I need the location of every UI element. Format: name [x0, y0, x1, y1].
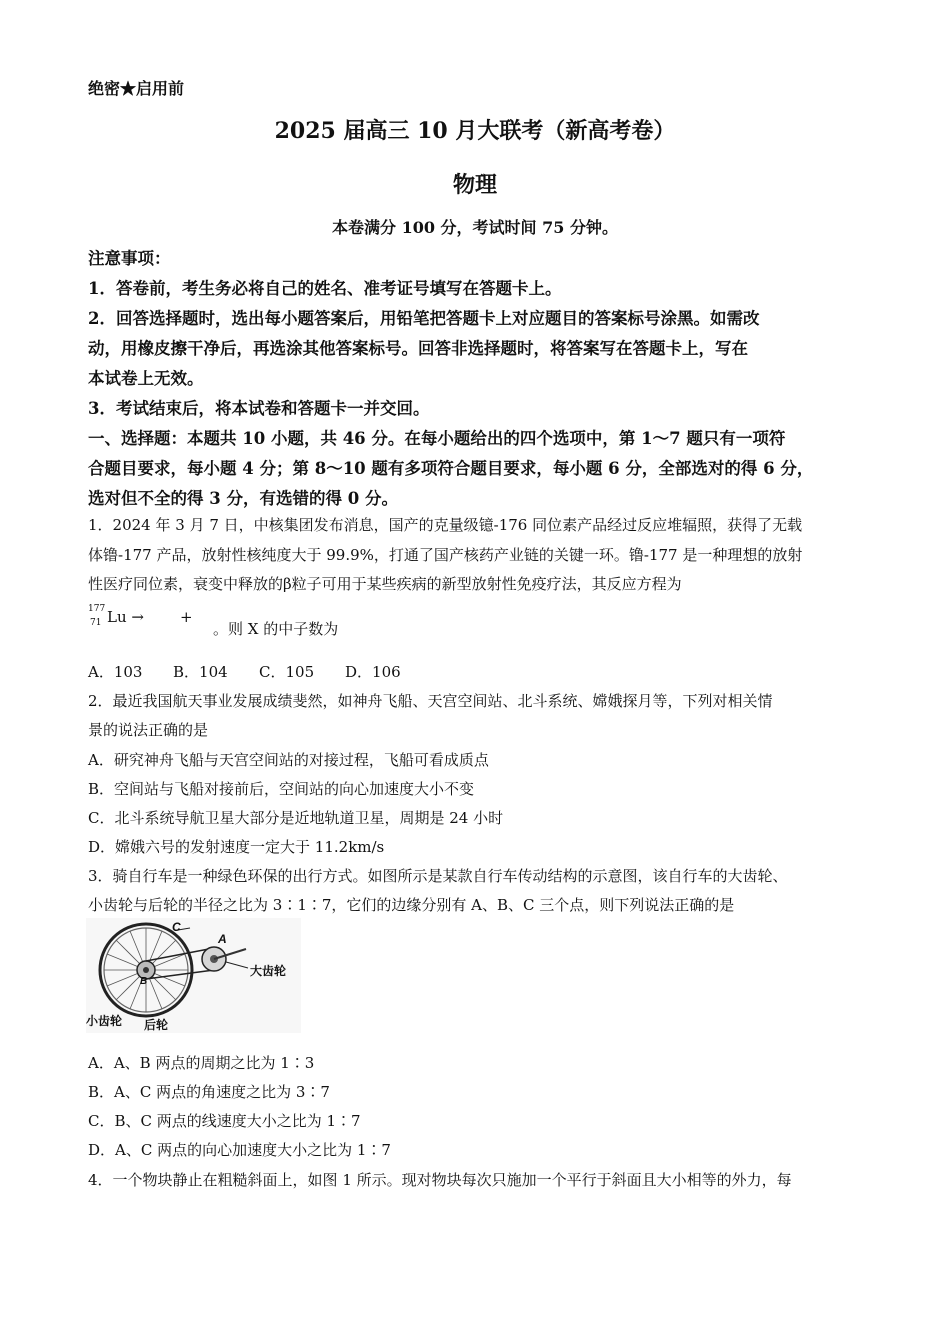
notes-heading: 注意事项：: [88, 249, 171, 268]
subject-title: 物理: [452, 172, 497, 198]
note-2-line-1: 2．回答选择题时，选出每小题答案后，用铅笔把答题卡上对应题目的答案标号涂黑。如需改: [88, 309, 760, 328]
note-2-line-2: 动，用橡皮擦干净后，再选涂其他答案标号。回答非选择题时，将答案写在答题卡上，写在: [88, 339, 748, 358]
q1-line-3: 性医疗同位素，衰变中释放的β粒子可用于某些疾病的新型放射性免疫疗法，其反应方程为: [88, 575, 682, 593]
exam-title: 2025 届高三 10 月大联考（新高考卷）: [274, 118, 676, 144]
label-point-b: B: [140, 976, 148, 987]
q3-line-1: 3．骑自行车是一种绿色环保的出行方式。如图所示是某款自行车传动结构的示意图，该自行车的大齿轮、: [88, 867, 788, 885]
q1-equation: [88, 604, 408, 638]
note-2-line-3: 本试卷上无效。: [88, 369, 204, 388]
q2-line-2: 景的说法正确的是: [88, 721, 209, 739]
q1-line-1: 1．2024 年 3 月 7 日，中核集团发布消息，国产的克量级镱-176 同位素产品经过反应堆辐照，获得了无载: [88, 516, 803, 534]
label-point-c: C: [172, 920, 181, 934]
q1-line-2: 体镥-177 产品，放射性核纯度大于 99.9%，打通了国产核药产业链的关键一环。镥-177 是一种理想的放射: [88, 546, 803, 564]
eq-symbol: Lu →: [107, 608, 144, 626]
section-line-3: 选对但不全的得 3 分，有选错的得 0 分。: [88, 489, 398, 508]
q1-option-d: D．106: [345, 663, 401, 681]
q3-line-2: 小齿轮与后轮的半径之比为 3∶1∶7，它们的边缘分别有 A、B、C 三个点，则下列说法正确的是: [88, 896, 735, 914]
q3-option-b: B．A、C 两点的角速度之比为 3∶7: [88, 1083, 330, 1101]
q4-line-1: 4．一个物块静止在粗糙斜面上，如图 1 所示。现对物块每次只施加一个平行于斜面且大小相等的外力，每: [88, 1171, 792, 1189]
secret-label: 绝密★启用前: [88, 79, 185, 98]
eq-atomic-number: 71: [90, 618, 102, 628]
note-1: 1．答卷前，考生务必将自己的姓名、准考证号填写在答题卡上。: [88, 279, 562, 298]
section-line-2: 合题目要求，每小题 4 分；第 8～10 题有多项符合题目要求，每小题 6 分，全部选对的得 6 分，: [88, 459, 814, 478]
q3-option-d: D．A、C 两点的向心加速度大小之比为 1∶7: [88, 1141, 391, 1159]
q2-option-c: C．北斗系统导航卫星大部分是近地轨道卫星，周期是 24 小时: [88, 809, 504, 827]
label-small-gear: 小齿轮: [86, 1014, 123, 1028]
q1-option-a: A．103: [88, 663, 143, 681]
q2-option-d: D．嫦娥六号的发射速度一定大于 11.2km/s: [88, 838, 385, 856]
q2-option-b: B．空间站与飞船对接前后，空间站的向心加速度大小不变: [88, 780, 475, 798]
eq-tail: 。则 X 的中子数为: [213, 620, 339, 638]
exam-meta: 本卷满分 100 分，考试时间 75 分钟。: [332, 218, 618, 237]
label-big-gear: 大齿轮: [250, 964, 287, 978]
eq-mass-number: 177: [88, 604, 106, 614]
q3-option-a: A．A、B 两点的周期之比为 1∶3: [88, 1054, 315, 1072]
section-line-1: 一、选择题：本题共 10 小题，共 46 分。在每小题给出的四个选项中，第 1～7 题只有一项符: [88, 429, 786, 448]
q1-option-c: C．105: [259, 663, 315, 681]
q2-option-a: A．研究神舟飞船与天宫空间站的对接过程，飞船可看成质点: [88, 751, 489, 769]
note-3: 3．考试结束后，将本试卷和答题卡一并交回。: [88, 399, 430, 418]
q3-option-c: C．B、C 两点的线速度大小之比为 1∶7: [88, 1112, 361, 1130]
label-point-a: A: [218, 932, 227, 946]
q1-option-b: B．104: [173, 663, 228, 681]
q2-line-1: 2．最近我国航天事业发展成绩斐然，如神舟飞船、天宫空间站、北斗系统、嫦娥探月等，下列对相关情: [88, 692, 773, 710]
label-rear-wheel: 后轮: [144, 1018, 169, 1032]
eq-plus: +: [180, 608, 193, 626]
bicycle-figure: [86, 918, 301, 1033]
